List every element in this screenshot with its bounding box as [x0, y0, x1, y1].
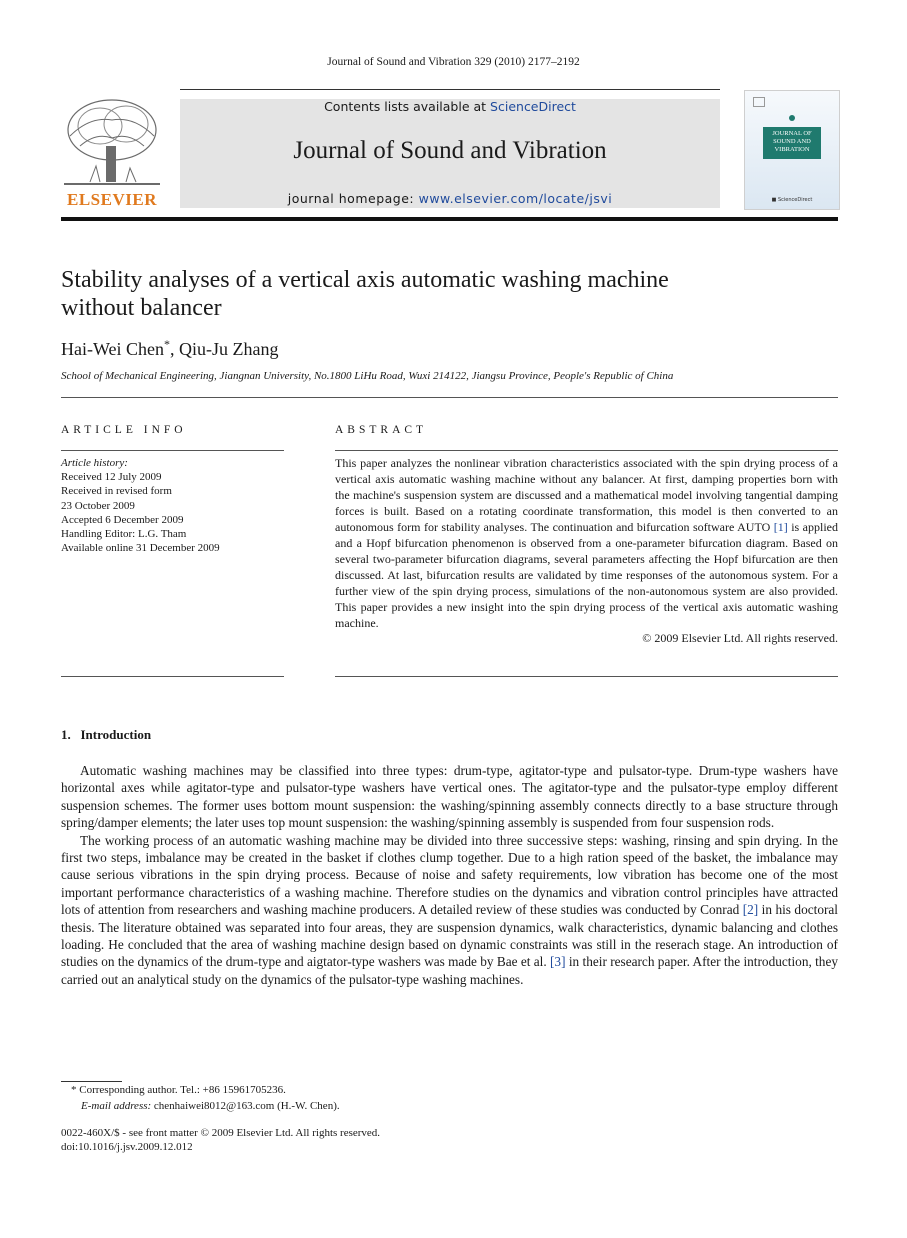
history-line: Received 12 July 2009	[61, 471, 162, 484]
contents-prefix: Contents lists available at	[324, 99, 491, 114]
author-1[interactable]: Hai-Wei Chen	[61, 339, 165, 359]
title-line-1: Stability analyses of a vertical axis automatic washing machine	[61, 267, 669, 293]
abstract-body	[335, 456, 838, 647]
elsevier-wordmark: ELSEVIER	[67, 190, 157, 209]
article-info-heading: ARTICLE INFO	[61, 424, 187, 436]
homepage-line	[180, 191, 720, 206]
email-address[interactable]: chenhaiwei8012@163.com (H.-W. Chen).	[151, 1099, 340, 1112]
history-line: Received in revised form	[61, 485, 172, 498]
history-line: 23 October 2009	[61, 499, 135, 512]
affiliation: School of Mechanical Engineering, Jiangnan University, No.1800 LiHu Road, Wuxi 214122, Jiangsu Province, People's Republic of China	[61, 370, 674, 382]
reference-link-1[interactable]: [1]	[773, 519, 788, 534]
paragraph	[61, 832, 838, 989]
journal-citation: Journal of Sound and Vibration 329 (2010) 2177–2192	[327, 56, 580, 68]
article-info-rule	[61, 450, 284, 451]
corresponding-mark[interactable]: *	[164, 337, 171, 351]
journal-name: Journal of Sound and Vibration	[293, 137, 607, 164]
article-title	[61, 266, 838, 322]
paragraph: Automatic washing machines may be classified into three types: drum-type, agitator-type and pulsator-type. Drum-type washers have horizontal axes while agitator-type and pulsator-type washers have vertical ones. The agitator-type and the pulsator-type employ different suspension schemes. The former uses bottom mount suspension: the washing/spinning assembly connects directly to a base structure through spring/damper elements; the later uses top mount suspension: the washing/spinning assembly is suspended from four suspension rods.	[61, 763, 838, 831]
abstract-text-part: This paper analyzes the nonlinear vibration characteristics associated with the spin drying process of a vertical axis automatic washing machine without any balancer. At first, damping properties born with the machine's suspension system are discussed and a mathematical model involving tangential damping forces is built. Based on a rotating coordinate transformation, this model is then converted to an autonomous form for stability analyses. The continuation and bifurcation software AUTO	[335, 456, 838, 534]
homepage-link[interactable]: www.elsevier.com/locate/jsvi	[418, 191, 613, 206]
sciencedirect-link[interactable]: ScienceDirect	[490, 99, 576, 114]
front-matter-meta	[61, 1126, 380, 1154]
issn-line: 0022-460X/$ - see front matter © 2009 Elsevier Ltd. All rights reserved.	[61, 1127, 381, 1139]
paragraph-part: in his doctoral thesis. The literature obtained was separated into four areas, they are suspension dynamics, walk characteristics, dynamic balancing and clothes loading. He concluded that the area of washing machine design based on dynamic constraints was still in the reserach stage. An introduction of studies on the dynamics of the drum-type and aigtator-type washers was made by Bae et al.	[61, 902, 838, 970]
article-info-bottom-rule	[61, 676, 284, 677]
homepage-prefix: journal homepage:	[287, 191, 419, 206]
history-line: Handling Editor: L.G. Tham	[61, 528, 187, 541]
abstract-rule	[335, 450, 838, 451]
reference-link-2[interactable]: [2]	[742, 902, 759, 918]
paragraph-part: in their research paper. After the introduction, they carried out an analytical study on the dynamics of the pulsator-type washing machines.	[61, 954, 839, 987]
article-history	[61, 456, 284, 555]
cover-logo-icon	[753, 97, 765, 107]
corresponding-author-note: * Corresponding author. Tel.: +86 15961705236.	[71, 1084, 286, 1096]
author-list	[61, 337, 279, 360]
email-label: E-mail address:	[81, 1099, 152, 1112]
reference-link-3[interactable]: [3]	[550, 954, 566, 970]
contents-line	[180, 99, 720, 114]
abstract-bottom-rule	[335, 676, 838, 677]
header-rule	[180, 89, 720, 90]
abstract-text-part: is applied and a Hopf bifurcation phenomenon is observed from a one-parameter bifurcation diagram. Based on several two-parameter bifurcation diagrams, several parameters affecting the Hopf bifurcation are then discussed. At last, bifurcation results are validated by time responses of the autonomous system. For a further view of the spin drying process, simulations of the non-autonomous system are also provided. This paper provides a new insight into the spin drying process of the vertical axis automatic washing machine.	[335, 519, 838, 630]
author-separator: ,	[170, 339, 180, 359]
title-line-2: without balancer	[61, 295, 222, 321]
footnote	[61, 1083, 340, 1114]
cover-publisher-icon: ■ ScienceDirect	[771, 197, 813, 203]
abstract-heading: ABSTRACT	[335, 424, 428, 436]
header-thick-rule	[61, 217, 838, 221]
tree-icon	[60, 96, 164, 188]
paragraph-part: The working process of an automatic washing machine may be divided into three successive steps: washing, rinsing and spin drying. In the first two steps, imbalance may be created in the basket if clothes clump together. Due to a high ration speed of the basket, the imbalance may cause serious vibrations in the spin drying process. Because of noise and safety requirements, low vibration has become one of the most important performance characteristics of a washing machine. Therefore studies on the dynamics and vibration control principles have attracted lots of attention from researchers and washing machine producers. A detailed review of these studies was conducted by Conrad	[61, 832, 838, 918]
footnote-rule	[61, 1081, 122, 1082]
section-heading-introduction: 1. Introduction	[61, 727, 152, 742]
journal-cover	[744, 90, 840, 210]
history-label: Article history:	[61, 457, 128, 469]
cover-title: JOURNAL OF SOUND AND VIBRATION	[763, 127, 821, 159]
introduction-body	[61, 762, 838, 988]
history-line: Available online 31 December 2009	[61, 542, 220, 555]
doi-line[interactable]: doi:10.1016/j.jsv.2009.12.012	[61, 1141, 193, 1154]
history-line: Accepted 6 December 2009	[61, 513, 184, 526]
email-note	[61, 1099, 340, 1115]
author-2[interactable]: Qiu-Ju Zhang	[179, 339, 279, 359]
abstract-text	[335, 456, 838, 631]
abstract-copyright: © 2009 Elsevier Ltd. All rights reserved.	[642, 631, 838, 646]
cover-emblem-icon	[789, 115, 795, 121]
affiliation-rule	[61, 397, 838, 398]
